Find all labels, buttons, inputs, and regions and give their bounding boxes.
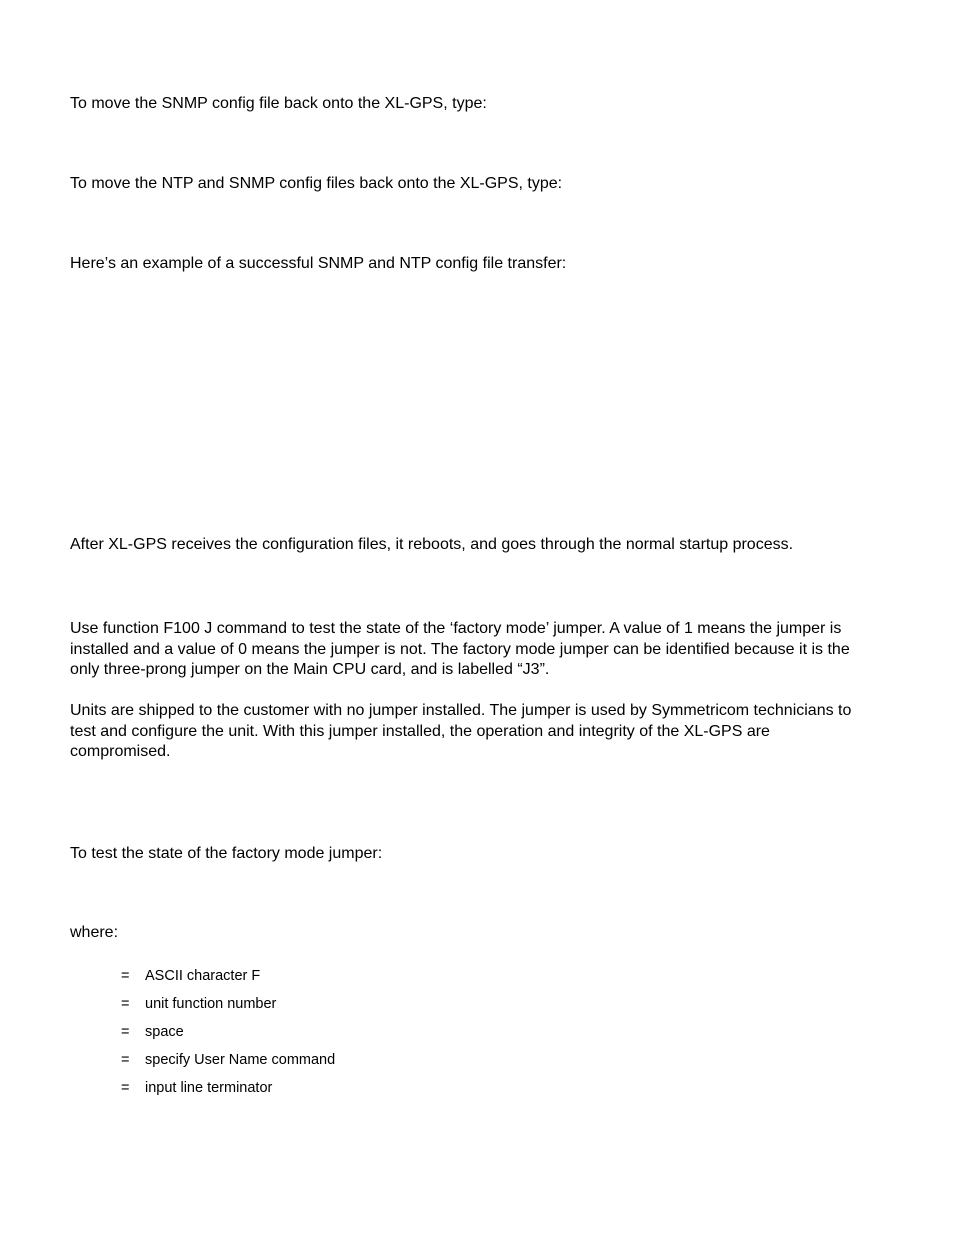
transfer-example-intro: Here’s an example of a successful SNMP and NTP config file transfer: (70, 255, 567, 272)
definition-text: specify User Name command (145, 1052, 336, 1068)
definition-equals: = (121, 996, 130, 1012)
definition-equals: = (121, 968, 130, 984)
definition-text: space (145, 1024, 184, 1040)
definition-text: input line terminator (145, 1080, 273, 1096)
after-receive-note: After XL-GPS receives the configuration files, it reboots, and goes through the normal startup process. (70, 536, 794, 553)
definition-equals: = (121, 1024, 130, 1040)
definition-equals: = (121, 1052, 130, 1068)
ntp-snmp-move-instruction: To move the NTP and SNMP config files back onto the XL-GPS, type: (70, 175, 563, 192)
definition-row (121, 1023, 184, 1041)
definition-text: unit function number (145, 996, 277, 1012)
test-state-instruction: To test the state of the factory mode jumper: (70, 845, 383, 862)
definition-text: ASCII character F (145, 968, 261, 984)
snmp-move-instruction: To move the SNMP config file back onto the XL-GPS, type: (70, 95, 487, 112)
definition-row (121, 967, 260, 985)
definition-row (121, 1051, 335, 1069)
units-shipped-note: Units are shipped to the customer with no jumper installed. The jumper is used by Symmetricom technicians to test and configure the unit. With this jumper installed, the operation and integrity of the XL-GPS are compromised. (70, 702, 852, 760)
where-label: where: (70, 924, 119, 941)
definition-row (121, 1079, 272, 1097)
f100j-description: Use function F100 J command to test the state of the ‘factory mode’ jumper. A value of 1 means the jumper is installed and a value of 0 means the jumper is not. The factory mode jumper can be identified because it is the only three-prong jumper on the Main CPU card, and is labelled “J3”. (70, 620, 850, 678)
definition-equals: = (121, 1080, 130, 1096)
definition-row (121, 995, 276, 1013)
